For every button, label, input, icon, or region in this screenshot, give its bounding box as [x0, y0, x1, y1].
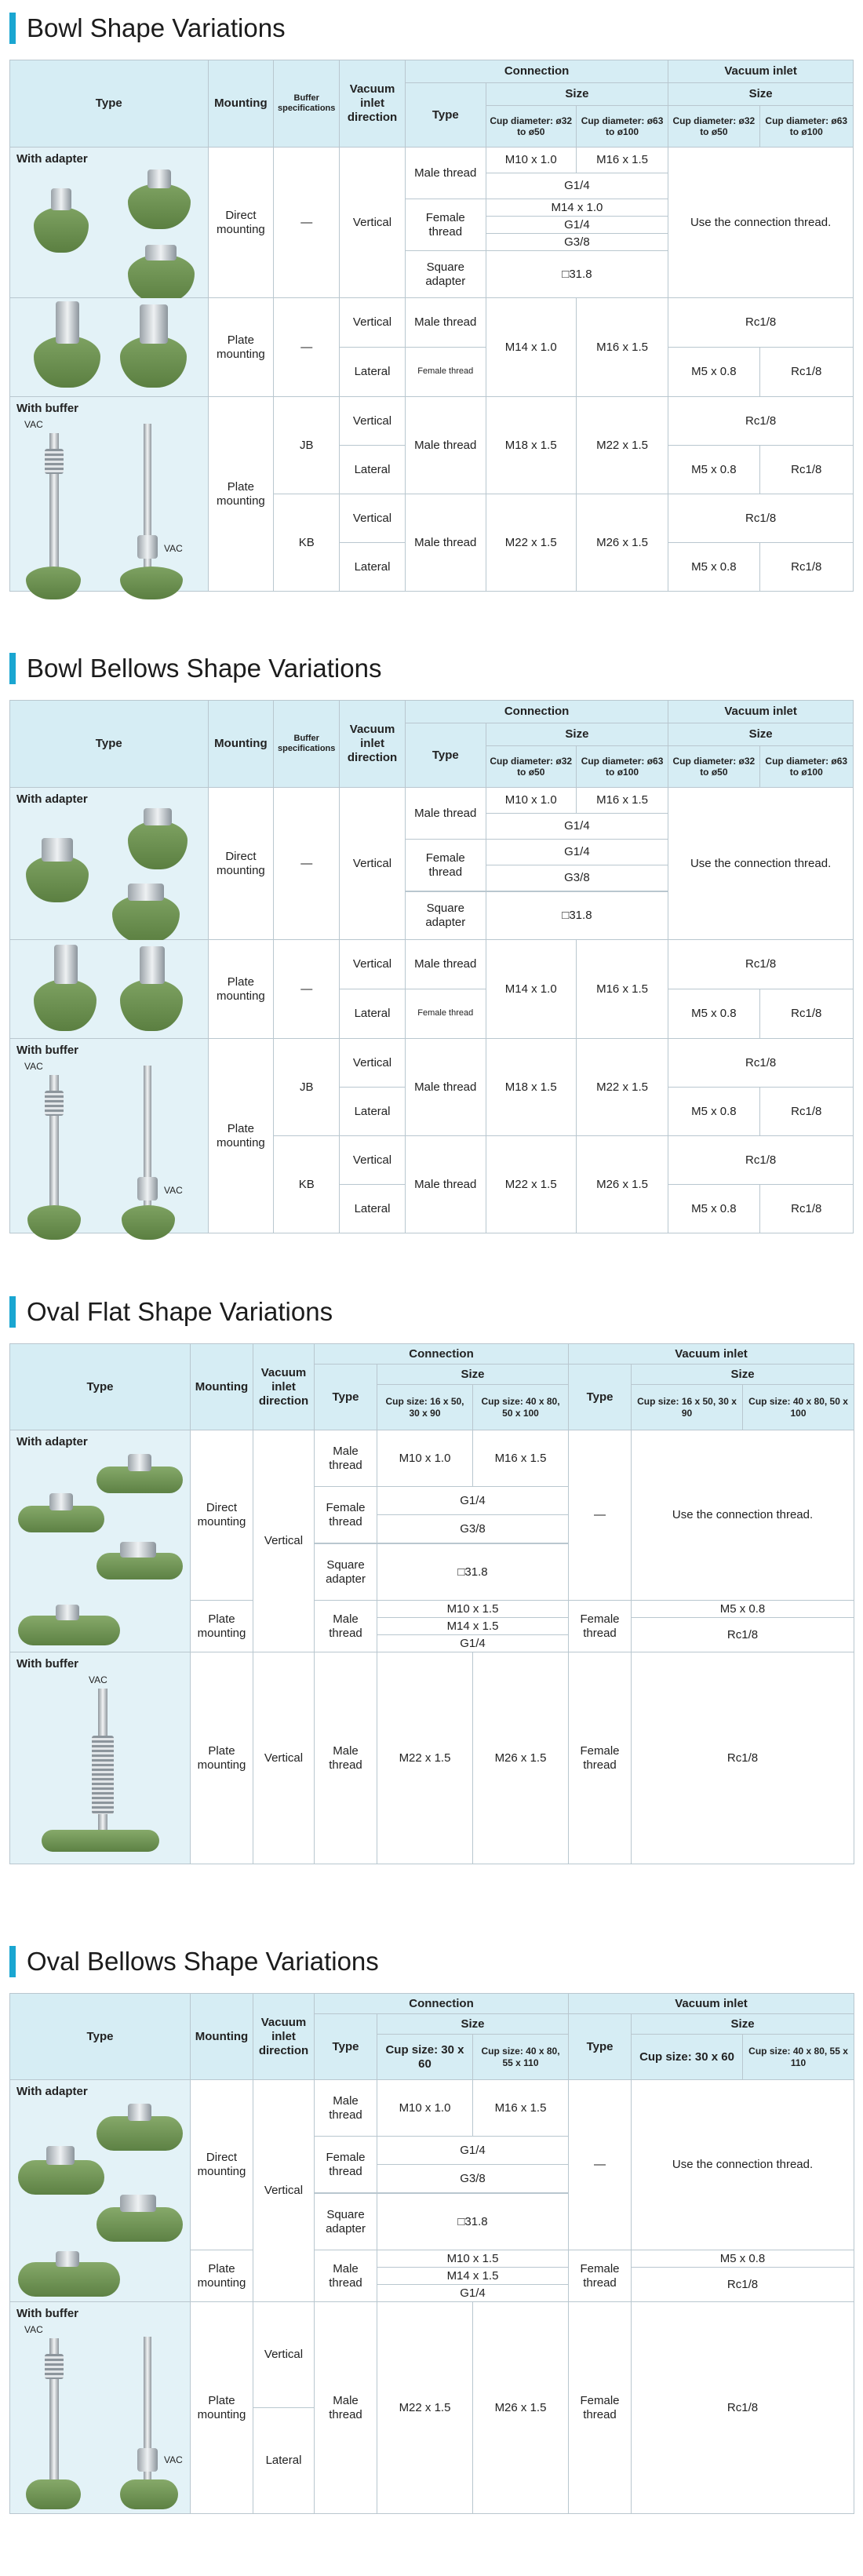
- size-cell: G1/4: [486, 840, 668, 865]
- header-buffer: Buffer specifications: [274, 60, 340, 148]
- section-heading: Bowl Bellows Shape Variations: [27, 654, 382, 683]
- vac-size: M5 x 0.8: [632, 1601, 854, 1618]
- conn-male: Male thread: [315, 1652, 377, 1864]
- dir-vertical: Vertical: [340, 940, 406, 989]
- vac-female: Female thread: [569, 1601, 632, 1652]
- spec-table: [9, 700, 854, 1233]
- type-with-buffer: [10, 2302, 191, 2514]
- section-title: [9, 1944, 854, 1979]
- size-cell: □31.8: [486, 251, 668, 298]
- product-image: [10, 417, 208, 591]
- vac-size: M5 x 0.8: [668, 1185, 759, 1233]
- header-cup-a: Cup size: 16 x 50, 30 x 90: [377, 1385, 473, 1430]
- header-conn-size: Size: [377, 2014, 569, 2035]
- type-label: With buffer: [16, 402, 79, 415]
- header-conn-type: Type: [405, 83, 486, 148]
- conn-male: Male thread: [315, 1430, 377, 1487]
- conn-male: Male thread: [405, 1039, 486, 1136]
- vac-size: Rc1/8: [668, 940, 854, 989]
- size-cell: M14 x 1.5: [377, 2268, 569, 2285]
- size-cell: □31.8: [377, 1544, 569, 1601]
- vac-label: VAC: [24, 419, 43, 430]
- spec-table: [9, 1993, 854, 2514]
- header-conn-size: Size: [377, 1365, 569, 1385]
- mounting-plate: Plate mounting: [208, 1039, 274, 1233]
- size-cell: G1/4: [377, 2137, 569, 2165]
- conn-male: Male thread: [405, 298, 486, 348]
- conn-male: Male thread: [405, 1136, 486, 1233]
- header-vacuum-dir: Vacuum inlet direction: [340, 701, 406, 788]
- type-label: With adapter: [16, 792, 88, 806]
- header-vacuum-inlet: Vacuum inlet: [569, 1994, 854, 2014]
- size-cell: □31.8: [486, 892, 668, 940]
- size-cell: G3/8: [377, 1515, 569, 1543]
- section-title: [9, 1295, 854, 1329]
- size-cell: M26 x 1.5: [473, 1652, 569, 1864]
- conn-male: Male thread: [405, 494, 486, 592]
- conn-square: Square adapter: [315, 2194, 377, 2250]
- size-cell: M22 x 1.5: [377, 2302, 473, 2514]
- dir-lateral: Lateral: [340, 543, 406, 592]
- dir-vertical: Vertical: [340, 1136, 406, 1185]
- vac-size: Rc1/8: [759, 348, 853, 397]
- size-cell: G3/8: [486, 234, 668, 251]
- dir-lateral: Lateral: [340, 989, 406, 1039]
- conn-female: Female thread: [405, 348, 486, 397]
- product-image: [10, 943, 208, 1038]
- size-cell: M14 x 1.0: [486, 199, 668, 217]
- type-label: With adapter: [16, 1435, 88, 1448]
- conn-female: Female thread: [315, 1487, 377, 1543]
- product-image: [10, 1059, 208, 1233]
- title-accent-bar: [9, 13, 16, 44]
- conn-male: Male thread: [315, 2250, 377, 2302]
- size-cell: M14 x 1.0: [486, 940, 576, 1039]
- header-vac-size: Size: [668, 83, 854, 106]
- conn-female: Female thread: [405, 840, 486, 891]
- vac-label: VAC: [24, 2324, 43, 2335]
- product-image: [10, 1451, 190, 1652]
- header-conn-size: Size: [486, 83, 668, 106]
- size-cell: M22 x 1.5: [486, 1136, 576, 1233]
- type-label: With buffer: [16, 2307, 79, 2320]
- header-connection: Connection: [405, 60, 668, 83]
- product-image: [10, 1673, 190, 1864]
- header-vac-type: Type: [569, 1365, 632, 1430]
- size-cell: M10 x 1.0: [377, 1430, 473, 1487]
- header-vac-size: Size: [668, 723, 854, 746]
- vac-size: M5 x 0.8: [668, 446, 759, 494]
- vac-type-none: —: [569, 1430, 632, 1601]
- buffer-kb: KB: [274, 494, 340, 592]
- header-mounting: Mounting: [208, 701, 274, 788]
- conn-square: Square adapter: [315, 1544, 377, 1601]
- product-image: [10, 2101, 190, 2301]
- size-cell: G1/4: [486, 814, 668, 840]
- vac-label: VAC: [89, 1674, 107, 1685]
- vac-use-connection: Use the connection thread.: [632, 2080, 854, 2250]
- header-vac-cup-a: Cup size: 16 x 50, 30 x 90: [632, 1385, 743, 1430]
- title-accent-bar: [9, 653, 16, 684]
- size-cell: M22 x 1.5: [377, 1652, 473, 1864]
- header-type: Type: [10, 701, 209, 788]
- conn-square: Square adapter: [405, 892, 486, 940]
- size-cell: G1/4: [486, 217, 668, 234]
- header-connection: Connection: [405, 701, 668, 723]
- type-with-adapter: [10, 788, 209, 940]
- vac-size: Rc1/8: [759, 1185, 853, 1233]
- vac-use-connection: Use the connection thread.: [668, 148, 854, 298]
- vac-size: Rc1/8: [668, 298, 854, 348]
- size-cell: M14 x 1.0: [486, 298, 576, 397]
- section-bowl: [9, 11, 854, 592]
- type-with-buffer: [10, 1652, 191, 1864]
- section-heading: Oval Flat Shape Variations: [27, 1297, 333, 1326]
- type-plate-image: [10, 298, 209, 397]
- vac-size: M5 x 0.8: [668, 1088, 759, 1136]
- buffer-none: —: [274, 788, 340, 940]
- header-conn-type: Type: [405, 723, 486, 788]
- size-cell: M16 x 1.5: [576, 788, 668, 814]
- vac-label: VAC: [24, 1061, 43, 1072]
- vac-size: Rc1/8: [668, 1136, 854, 1185]
- conn-female: Female thread: [405, 199, 486, 251]
- size-cell: M22 x 1.5: [486, 494, 576, 592]
- section-bowl-bellows: [9, 651, 854, 1233]
- size-cell: G3/8: [486, 865, 668, 891]
- conn-male: Male thread: [315, 2302, 377, 2514]
- size-cell: M16 x 1.5: [576, 940, 668, 1039]
- vac-size: Rc1/8: [668, 397, 854, 446]
- size-cell: M16 x 1.5: [473, 1430, 569, 1487]
- header-vac-size: Size: [632, 1365, 854, 1385]
- header-cup-a: Cup size: 30 x 60: [377, 2035, 473, 2080]
- type-label: With buffer: [16, 1657, 79, 1671]
- header-connection: Connection: [315, 1994, 569, 2014]
- vac-label: VAC: [164, 543, 183, 554]
- type-plate-image: [10, 940, 209, 1039]
- header-mounting: Mounting: [191, 1344, 253, 1430]
- header-conn-type: Type: [315, 2014, 377, 2080]
- dir-lateral: Lateral: [340, 446, 406, 494]
- mounting-plate: Plate mounting: [208, 940, 274, 1039]
- mounting-plate: Plate mounting: [191, 1601, 253, 1652]
- title-accent-bar: [9, 1296, 16, 1328]
- type-with-adapter: [10, 2080, 191, 2302]
- size-cell: M18 x 1.5: [486, 397, 576, 494]
- header-dia-large: Cup diameter: ø63 to ø100: [576, 106, 668, 148]
- type-with-adapter: [10, 1430, 191, 1652]
- header-type: Type: [10, 1344, 191, 1430]
- type-with-adapter: [10, 148, 209, 298]
- vac-size: Rc1/8: [668, 1039, 854, 1088]
- header-conn-type: Type: [315, 1365, 377, 1430]
- mounting-plate: Plate mounting: [191, 1652, 253, 1864]
- size-cell: M26 x 1.5: [473, 2302, 569, 2514]
- size-cell: G1/4: [377, 2285, 569, 2302]
- spec-table: [9, 1343, 854, 1864]
- header-vacuum-inlet: Vacuum inlet: [668, 701, 854, 723]
- dir-lateral: Lateral: [340, 1185, 406, 1233]
- mounting-direct: Direct mounting: [191, 2080, 253, 2250]
- size-cell: G1/4: [377, 1635, 569, 1652]
- type-label: With adapter: [16, 2085, 88, 2098]
- buffer-kb: KB: [274, 1136, 340, 1233]
- vac-size: Rc1/8: [632, 2268, 854, 2302]
- header-connection: Connection: [315, 1344, 569, 1365]
- header-cup-b: Cup size: 40 x 80, 55 x 110: [473, 2035, 569, 2080]
- spec-table: [9, 60, 854, 592]
- size-cell: M22 x 1.5: [576, 397, 668, 494]
- header-vacuum-inlet: Vacuum inlet: [668, 60, 854, 83]
- size-cell: M10 x 1.0: [377, 2080, 473, 2137]
- vac-use-connection: Use the connection thread.: [668, 788, 854, 940]
- vac-size: Rc1/8: [759, 1088, 853, 1136]
- conn-male: Male thread: [405, 148, 486, 199]
- header-dia-small: Cup diameter: ø32 to ø50: [486, 746, 576, 788]
- mounting-plate: Plate mounting: [208, 397, 274, 592]
- buffer-none: —: [274, 940, 340, 1039]
- size-cell: M16 x 1.5: [576, 148, 668, 173]
- header-type: Type: [10, 1994, 191, 2080]
- header-vac-cup-b: Cup size: 40 x 80, 55 x 110: [743, 2035, 854, 2080]
- size-cell: M14 x 1.5: [377, 1618, 569, 1635]
- product-image: [10, 2323, 190, 2513]
- section-heading: Bowl Shape Variations: [27, 13, 286, 42]
- vac-size: Rc1/8: [759, 989, 853, 1039]
- product-image: [10, 808, 208, 939]
- conn-male: Male thread: [315, 1601, 377, 1652]
- buffer-none: —: [274, 148, 340, 298]
- title-accent-bar: [9, 1946, 16, 1977]
- buffer-jb: JB: [274, 1039, 340, 1136]
- section-oval-bellows: [9, 1944, 854, 2514]
- vac-female: Female thread: [569, 2302, 632, 2514]
- size-cell: M10 x 1.0: [486, 148, 576, 173]
- type-label: With adapter: [16, 152, 88, 166]
- header-vac-dia-small: Cup diameter: ø32 to ø50: [668, 106, 759, 148]
- header-vac-dia-large: Cup diameter: ø63 to ø100: [759, 746, 853, 788]
- mounting-plate: Plate mounting: [208, 298, 274, 397]
- size-cell: M10 x 1.0: [486, 788, 576, 814]
- header-vac-dia-small: Cup diameter: ø32 to ø50: [668, 746, 759, 788]
- header-vacuum-dir: Vacuum inlet direction: [253, 1344, 315, 1430]
- mounting-plate: Plate mounting: [191, 2250, 253, 2302]
- header-vacuum-dir: Vacuum inlet direction: [340, 60, 406, 148]
- mounting-direct: Direct mounting: [208, 788, 274, 940]
- vac-label: VAC: [164, 1185, 183, 1196]
- dir-vertical: Vertical: [253, 2080, 315, 2302]
- header-mounting: Mounting: [191, 1994, 253, 2080]
- conn-male: Male thread: [315, 2080, 377, 2137]
- vac-female: Female thread: [569, 2250, 632, 2302]
- header-dia-small: Cup diameter: ø32 to ø50: [486, 106, 576, 148]
- dir-vertical: Vertical: [340, 494, 406, 543]
- dir-vertical: Vertical: [340, 788, 406, 940]
- size-cell: G1/4: [377, 1487, 569, 1515]
- header-vacuum-inlet: Vacuum inlet: [569, 1344, 854, 1365]
- size-cell: G3/8: [377, 2165, 569, 2193]
- header-vac-type: Type: [569, 2014, 632, 2080]
- vac-size: Rc1/8: [668, 494, 854, 543]
- size-cell: M22 x 1.5: [576, 1039, 668, 1136]
- dir-lateral: Lateral: [340, 348, 406, 397]
- header-vac-size: Size: [632, 2014, 854, 2035]
- section-heading: Oval Bellows Shape Variations: [27, 1947, 379, 1976]
- conn-male: Male thread: [405, 788, 486, 840]
- dir-vertical: Vertical: [253, 1652, 315, 1864]
- dir-vertical: Vertical: [253, 1430, 315, 1652]
- section-title: [9, 11, 854, 46]
- dir-vertical: Vertical: [340, 298, 406, 348]
- conn-male: Male thread: [405, 940, 486, 989]
- header-type: Type: [10, 60, 209, 148]
- vac-size: Rc1/8: [759, 543, 853, 592]
- vac-size: M5 x 0.8: [632, 2250, 854, 2268]
- type-with-buffer: [10, 1039, 209, 1233]
- mounting-direct: Direct mounting: [208, 148, 274, 298]
- vac-female: Female thread: [569, 1652, 632, 1864]
- conn-female: Female thread: [315, 2137, 377, 2193]
- header-mounting: Mounting: [208, 60, 274, 148]
- mounting-plate: Plate mounting: [191, 2302, 253, 2514]
- size-cell: M10 x 1.5: [377, 2250, 569, 2268]
- header-buffer: Buffer specifications: [274, 701, 340, 788]
- size-cell: M26 x 1.5: [576, 494, 668, 592]
- vac-use-connection: Use the connection thread.: [632, 1430, 854, 1601]
- vac-size: Rc1/8: [632, 2302, 854, 2514]
- dir-vertical: Vertical: [253, 2302, 315, 2408]
- header-cup-b: Cup size: 40 x 80, 50 x 100: [473, 1385, 569, 1430]
- dir-lateral: Lateral: [253, 2408, 315, 2514]
- mounting-direct: Direct mounting: [191, 1430, 253, 1601]
- vac-size: M5 x 0.8: [668, 989, 759, 1039]
- vac-label: VAC: [164, 2454, 183, 2465]
- header-vac-cup-a: Cup size: 30 x 60: [632, 2035, 743, 2080]
- size-cell: M18 x 1.5: [486, 1039, 576, 1136]
- buffer-jb: JB: [274, 397, 340, 494]
- vac-size: Rc1/8: [632, 1652, 854, 1864]
- header-vac-cup-b: Cup size: 40 x 80, 50 x 100: [743, 1385, 854, 1430]
- header-vacuum-dir: Vacuum inlet direction: [253, 1994, 315, 2080]
- product-image: [10, 301, 208, 396]
- vac-type-none: —: [569, 2080, 632, 2250]
- size-cell: M26 x 1.5: [576, 1136, 668, 1233]
- dir-vertical: Vertical: [340, 397, 406, 446]
- size-cell: M16 x 1.5: [473, 2080, 569, 2137]
- header-conn-size: Size: [486, 723, 668, 746]
- size-cell: M10 x 1.5: [377, 1601, 569, 1618]
- size-cell: □31.8: [377, 2194, 569, 2250]
- section-oval-flat: [9, 1295, 854, 1864]
- type-label: With buffer: [16, 1044, 79, 1057]
- section-title: [9, 651, 854, 686]
- header-vac-dia-large: Cup diameter: ø63 to ø100: [759, 106, 853, 148]
- size-cell: G1/4: [486, 173, 668, 199]
- vac-size: M5 x 0.8: [668, 543, 759, 592]
- conn-male: Male thread: [405, 397, 486, 494]
- buffer-none: —: [274, 298, 340, 397]
- size-cell: M16 x 1.5: [576, 298, 668, 397]
- type-with-buffer: [10, 397, 209, 592]
- product-image: [10, 168, 208, 297]
- dir-lateral: Lateral: [340, 1088, 406, 1136]
- conn-female: Female thread: [405, 989, 486, 1039]
- vac-size: Rc1/8: [632, 1618, 854, 1652]
- vac-size: Rc1/8: [759, 446, 853, 494]
- conn-square: Square adapter: [405, 251, 486, 298]
- dir-vertical: Vertical: [340, 148, 406, 298]
- dir-vertical: Vertical: [340, 1039, 406, 1088]
- vac-size: M5 x 0.8: [668, 348, 759, 397]
- header-dia-large: Cup diameter: ø63 to ø100: [576, 746, 668, 788]
